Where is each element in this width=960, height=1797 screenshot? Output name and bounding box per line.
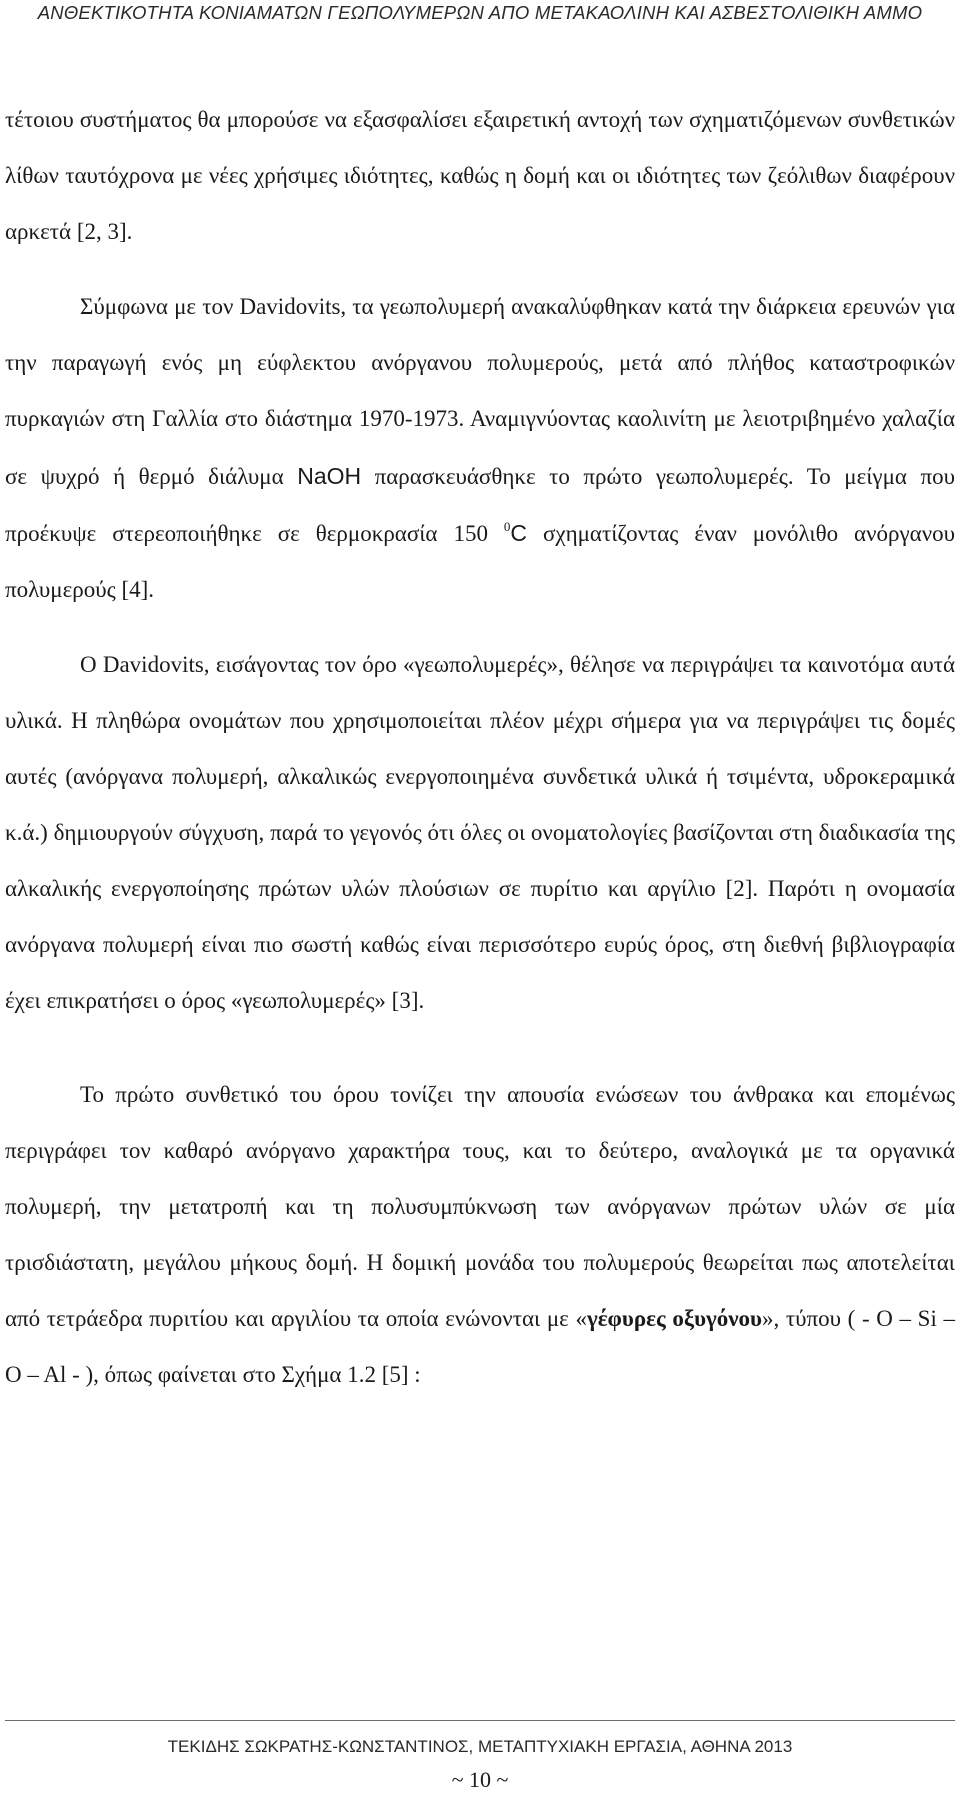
celsius-unit: C [510,519,528,546]
paragraph-4 [5,1067,955,1404]
paragraph-4-text-b: », τύπου ( - O – Si – O – Al - ), όπως φαίνεται στο Σχήμα 1.2 [5] : [5,1305,955,1387]
naoh-formula: NaOH [297,462,362,489]
paragraph-2-text-a: Σύμφωνα με τον Davidovits, τα γεωπολυμερή ανακαλύφθηκαν κατά την διάρκεια ερευνών για την παραγωγή ενός μη εύφλεκτου ανόργανου πολυμερούς, μετά από πλήθος καταστροφικών πυρκαγιών στη Γαλλία στο διάστημα 1970-1973. Αναμιγνύοντας καολινίτη με λειοτριβημένο χαλαζία σε ψυχρό ή θερμό διάλυμα [5,294,955,489]
document-body [5,92,955,1403]
footer-author-line: ΤΕΚΙΔΗΣ ΣΩΚΡΑΤΗΣ-ΚΩΝΣΤΑΝΤΙΝΟΣ, ΜΕΤΑΠΤΥΧΙΑΚΗ ΕΡΓΑΣΙΑ, ΑΘΗΝΑ 2013 [167,1737,793,1756]
oxygen-bridges-term: γέφυρες οξυγόνου [586,1305,762,1331]
degree-superscript: 0 [503,518,511,534]
paragraph-2-text-b: παρασκευάσθηκε το πρώτο γεωπολυμερές. Το μείγμα που προέκυψε στερεοποιήθηκε σε θερμοκρασία 150 [5,463,955,546]
footer-divider [5,1720,955,1721]
paragraph-4-text-a: Το πρώτο συνθετικό του όρου τονίζει την απουσία ενώσεων του άνθρακα και επομένως περιγράφει τον καθαρό ανόργανο χαρακτήρα τους, και το δεύτερο, αναλογικά με τα οργανικά πολυμερή, την μετατροπή και τη πολυσυμπύκνωση των ανόργανων πρώτων υλών σε μία τρισδιάστατη, μεγάλου μήκους δομή. Η δομική μονάδα του πολυμερούς θεωρείται πως αποτελείται από τετράεδρα πυριτίου και αργιλίου τα οποία ενώνονται με « [5,1081,955,1331]
paragraph-2 [5,279,955,618]
paragraph-2-text-c: σχηματίζοντας έναν μονόλιθο ανόργανου πολυμερούς [4]. [5,520,955,602]
paragraph-3: Ο Davidovits, εισάγοντας τον όρο «γεωπολυμερές», θέλησε να περιγράψει τα καινοτόμα αυτά υλικά. Η πληθώρα ονομάτων που χρησιμοποιείται πλέον μέχρι σήμερα για να περιγράψει τις δομές αυτές (ανόργανα πολυμερή, αλκαλικώς ενεργοποιημένα συνδετικά υλικά ή τσιμέντα, υδροκεραμικά κ.ά.) δημιουργούν σύγχυση, παρά το γεγονός ότι όλες οι ονοματολογίες βασίζονται στη διαδικασία της αλκαλικής ενεργοποίησης πρώτων υλών πλούσιων σε πυρίτιο και αργίλιο [2]. Παρότι η ονομασία ανόργανα πολυμερή είναι πιο σωστή καθώς είναι περισσότερο ευρύς όρος, στη διεθνή βιβλιογραφία έχει επικρατήσει ο όρος «γεωπολυμερές» [3]. [5,651,955,1014]
running-header: ΑΝΘΕΚΤΙΚΟΤΗΤΑ ΚΟΝΙΑΜΑΤΩΝ ΓΕΩΠΟΛΥΜΕΡΩΝ ΑΠΟ ΜΕΤΑΚΑΟΛΙΝΗ ΚΑΙ ΑΣΒΕΣΤΟΛΙΘΙΚΗ ΑΜΜΟ [37,2,923,23]
page-number: ~ 10 ~ [451,1767,509,1792]
paragraph-1: τέτοιου συστήματος θα μπορούσε να εξασφαλίσει εξαιρετική αντοχή των σχηματιζόμενων συνθετικών λίθων ταυτόχρονα με νέες χρήσιμες ιδιότητες, καθώς η δομή και οι ιδιότητες των ζεόλιθων διαφέρουν αρκετά [2, 3]. [5,107,955,245]
